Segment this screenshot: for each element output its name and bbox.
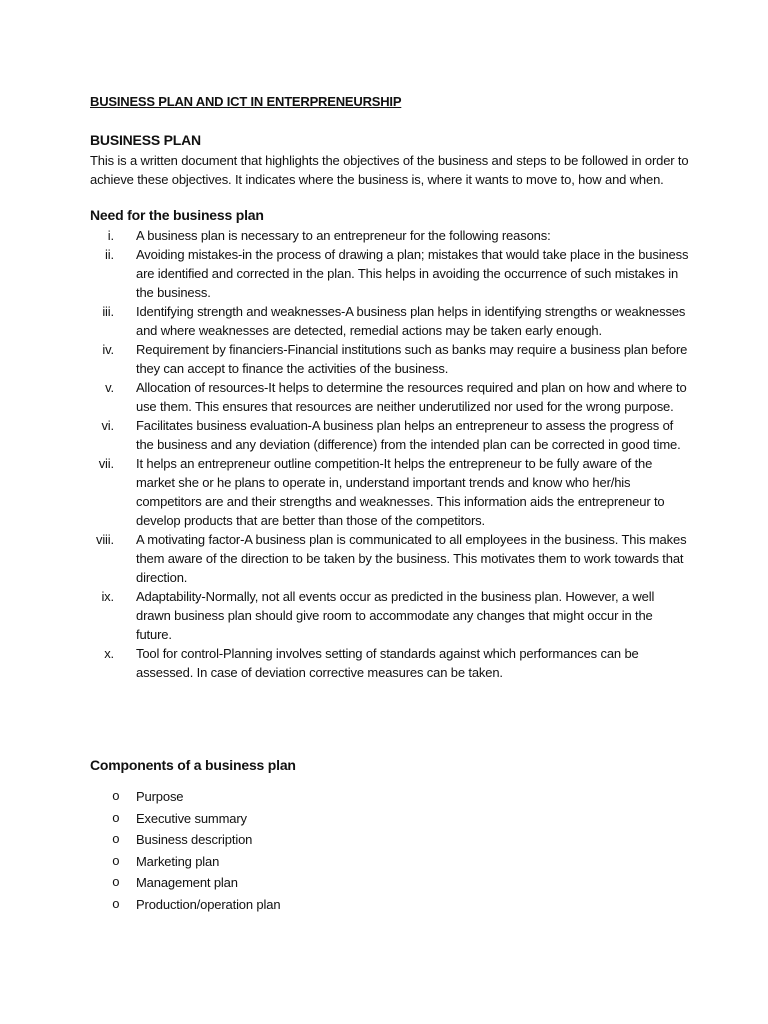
reason-item	[90, 302, 690, 340]
reason-number: i.	[107, 228, 114, 243]
component-label: Production/operation plan	[136, 896, 281, 912]
reason-number: x.	[104, 646, 114, 661]
components-list	[112, 787, 280, 916]
reason-number: iii.	[102, 304, 114, 319]
hollow-circle-bullet-icon: o	[112, 896, 120, 912]
reasons-list	[90, 226, 690, 682]
reason-number: ix.	[101, 589, 114, 604]
component-label: Purpose	[136, 789, 184, 804]
hollow-circle-bullet-icon: o	[112, 832, 120, 847]
need-for-business-plan-heading: Need for the business plan	[90, 207, 264, 223]
reason-number: viii.	[95, 532, 114, 547]
reason-item	[90, 245, 690, 302]
intro-paragraph: This is a written document that highlights the objectives of the business and steps to be followed in order to achieve these objectives. It indicates where the business is, where it wants to move to, how and when.	[90, 153, 689, 187]
reason-number: vii.	[98, 456, 114, 471]
reason-number: iv.	[102, 342, 114, 357]
hollow-circle-bullet-icon: o	[112, 853, 120, 869]
reason-item	[90, 530, 690, 587]
reason-text: Avoiding mistakes-in the process of drawing a plan; mistakes that would take place in the business are identified and corrected in the plan. This helps in avoiding the occurrence of such mistakes in the business.	[136, 247, 689, 300]
reason-number: ii.	[105, 247, 114, 262]
reason-text: Tool for control-Planning involves setting of standards against which performances can be assessed. In case of deviation corrective measures can be taken.	[136, 646, 639, 680]
component-item	[112, 830, 280, 852]
reason-item	[90, 644, 690, 682]
reason-item	[90, 454, 690, 530]
component-item	[112, 852, 280, 874]
component-item	[112, 809, 280, 831]
reason-number: vi.	[101, 418, 114, 433]
reason-text: A motivating factor-A business plan is communicated to all employees in the business. This makes them aware of the direction to be taken by the business. This motivates them to work towards that direction.	[136, 532, 687, 585]
component-label: Marketing plan	[136, 853, 220, 869]
reason-text: It helps an entrepreneur outline competition-It helps the entrepreneur to be fully aware of the market she or he plans to operate in, understand important trends and know who her/his competitors are and their strengths and weaknesses. This information aids the entrepreneur to develop products that are better than those of the competitors.	[136, 456, 665, 528]
hollow-circle-bullet-icon: o	[112, 789, 120, 804]
components-heading: Components of a business plan	[90, 757, 296, 773]
component-label: Executive summary	[136, 810, 247, 826]
reason-item	[90, 416, 690, 454]
reason-number: v.	[105, 380, 114, 395]
reason-text: Facilitates business evaluation-A business plan helps an entrepreneur to assess the progress of the business and any deviation (difference) from the intended plan can be corrected in good time.	[136, 418, 681, 452]
reason-text: Adaptability-Normally, not all events occur as predicted in the business plan. However, a well drawn business plan should give room to accommodate any changes that might occur in the future.	[136, 589, 655, 642]
component-item	[112, 787, 280, 809]
component-item	[112, 895, 280, 917]
hollow-circle-bullet-icon: o	[112, 875, 120, 890]
reason-item	[90, 378, 690, 416]
reason-item	[90, 340, 690, 378]
reason-text: Allocation of resources-It helps to determine the resources required and plan on how and where to use them. This ensures that resources are neither underutilized nor used for the wrong purpose.	[136, 380, 687, 414]
reason-text: A business plan is necessary to an entrepreneur for the following reasons:	[136, 228, 551, 243]
reason-item	[90, 226, 690, 245]
hollow-circle-bullet-icon: o	[112, 810, 120, 826]
document-title: BUSINESS PLAN AND ICT IN ENTERPRENEURSHIP	[90, 94, 402, 109]
reason-text: Identifying strength and weaknesses-A business plan helps in identifying strengths or weaknesses and where weaknesses are detected, remedial actions may be taken early enough.	[136, 304, 686, 338]
component-item	[112, 873, 280, 895]
component-label: Management plan	[136, 875, 238, 890]
reason-item	[90, 587, 690, 644]
component-label: Business description	[136, 832, 253, 847]
section-heading-business-plan: BUSINESS PLAN	[90, 132, 201, 148]
reason-text: Requirement by financiers-Financial institutions such as banks may require a business plan before they can accept to finance the activities of the business.	[136, 342, 688, 376]
